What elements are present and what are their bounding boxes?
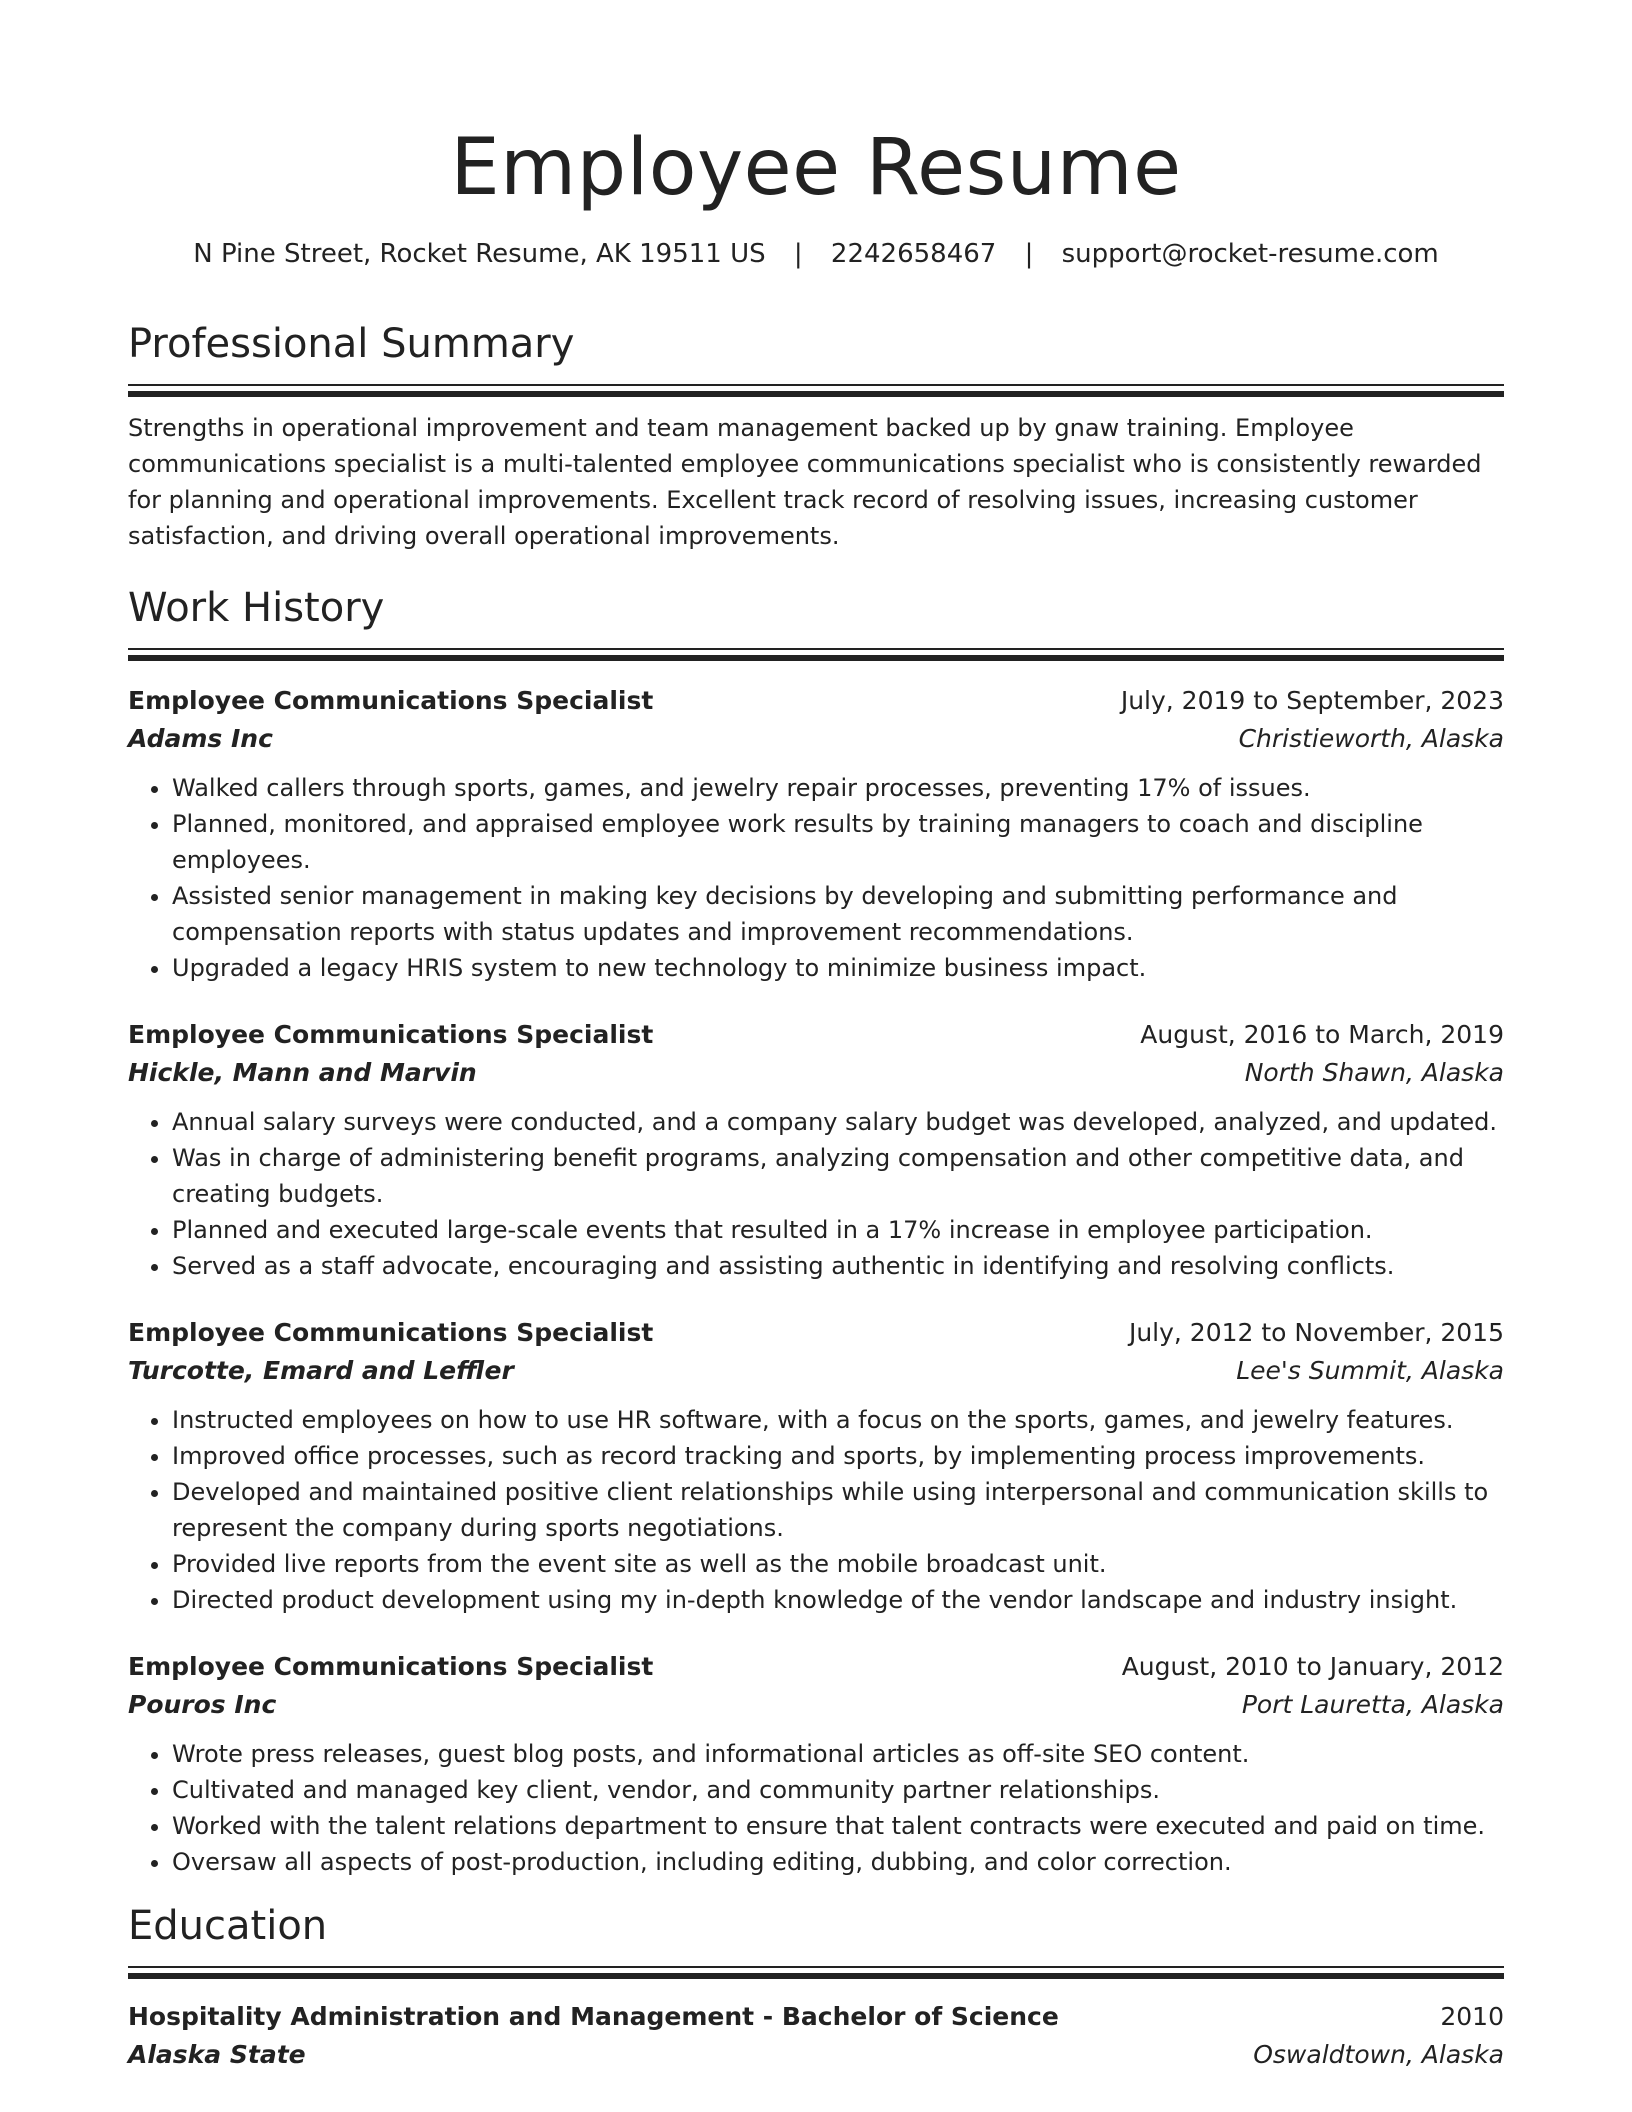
education-school-row (128, 2036, 1504, 2074)
job-entry (128, 1314, 1504, 1618)
job-title: Employee Communications Specialist (128, 1318, 654, 1347)
job-bullet: • Directed product development using my in-depth knowledge of the vendor landscape and industry insight. (172, 1582, 1504, 1618)
job-entry (128, 1016, 1504, 1284)
section-divider (128, 384, 1504, 396)
job-header-row (128, 1648, 1504, 1686)
job-header-row (128, 1314, 1504, 1352)
contact-address: N Pine Street, Rocket Resume, AK 19511 US (193, 239, 766, 269)
section-title-summary: Professional Summary (128, 321, 575, 367)
job-company-row (128, 1686, 1504, 1724)
contact-line (128, 234, 1504, 274)
section-title-work-history: Work History (128, 585, 385, 631)
section-divider (128, 648, 1504, 660)
job-header-row (128, 682, 1504, 720)
job-header-row (128, 1016, 1504, 1054)
education-school: Alaska State (128, 2040, 306, 2069)
section-divider (128, 1966, 1504, 1978)
work-history-section (128, 582, 1504, 1880)
job-company-row (128, 1054, 1504, 1092)
education-section (128, 1900, 1504, 2074)
job-entry (128, 1648, 1504, 1880)
job-bullet: • Planned and executed large-scale events that resulted in a 17% increase in employee participation. (172, 1212, 1504, 1248)
education-entry (128, 1998, 1504, 2074)
job-bullet: • Oversaw all aspects of post-production, including editing, dubbing, and color correction. (172, 1844, 1504, 1880)
job-bullet: • Instructed employees on how to use HR software, with a focus on the sports, games, and jewelry features. (172, 1402, 1504, 1438)
job-company: Turcotte, Emard and Leffler (128, 1356, 514, 1385)
education-degree: Hospitality Administration and Management - Bachelor of Science (128, 2002, 1059, 2031)
summary-section (128, 318, 1504, 554)
resume-name: Employee Resume (450, 123, 1182, 213)
contact-phone: 2242658467 (830, 239, 997, 269)
job-bullet: • Upgraded a legacy HRIS system to new technology to minimize business impact. (172, 950, 1504, 986)
job-title: Employee Communications Specialist (128, 686, 654, 715)
job-title: Employee Communications Specialist (128, 1020, 654, 1049)
job-bullets (128, 1736, 1504, 1880)
job-company-row (128, 720, 1504, 758)
job-bullet: • Wrote press releases, guest blog posts, and informational articles as off-site SEO content. (172, 1736, 1504, 1772)
job-bullets (128, 1104, 1504, 1284)
section-title-education: Education (128, 1903, 328, 1949)
job-bullet: • Assisted senior management in making key decisions by developing and submitting performance and compensation reports with status updates and improvement recommendations. (172, 878, 1504, 950)
education-year: 2010 (1440, 2002, 1504, 2031)
job-location: Port Lauretta, Alaska (1241, 1690, 1504, 1719)
job-bullet: • Provided live reports from the event site as well as the mobile broadcast unit. (172, 1546, 1504, 1582)
job-bullets (128, 1402, 1504, 1618)
job-company-row (128, 1352, 1504, 1390)
contact-email: support@rocket-resume.com (1061, 239, 1439, 269)
job-bullet: • Was in charge of administering benefit programs, analyzing compensation and other competitive data, and creating budgets. (172, 1140, 1504, 1212)
job-bullet: • Worked with the talent relations department to ensure that talent contracts were executed and paid on time. (172, 1808, 1504, 1844)
job-bullet: • Cultivated and managed key client, vendor, and community partner relationships. (172, 1772, 1504, 1808)
education-location: Oswaldtown, Alaska (1253, 2040, 1504, 2069)
summary-text: Strengths in operational improvement and team management backed up by gnaw training. Employee communications specialist is a multi-talented employee communications specialist who is consistently rewarded for planning and operational improvements. Excellent track record of resolving issues, increasing customer satisfaction, and driving overall operational improvements. (128, 414, 1482, 550)
job-title: Employee Communications Specialist (128, 1652, 654, 1681)
job-location: Christieworth, Alaska (1238, 724, 1504, 753)
education-header-row (128, 1998, 1504, 2036)
job-bullet: • Improved office processes, such as record tracking and sports, by implementing process improvements. (172, 1438, 1504, 1474)
contact-separator: | (1024, 239, 1034, 269)
job-bullet: • Walked callers through sports, games, and jewelry repair processes, preventing 17% of issues. (172, 770, 1504, 806)
job-company: Adams Inc (128, 724, 273, 753)
job-company: Hickle, Mann and Marvin (128, 1058, 477, 1087)
job-location: North Shawn, Alaska (1244, 1058, 1504, 1087)
job-bullets (128, 770, 1504, 986)
job-dates: August, 2016 to March, 2019 (1140, 1020, 1504, 1049)
job-bullet: • Served as a staff advocate, encouraging and assisting authentic in identifying and resolving conflicts. (172, 1248, 1504, 1284)
job-company: Pouros Inc (128, 1690, 277, 1719)
job-bullet: • Developed and maintained positive client relationships while using interpersonal and communication skills to represent the company during sports negotiations. (172, 1474, 1504, 1546)
job-dates: July, 2012 to November, 2015 (1128, 1318, 1504, 1347)
job-location: Lee's Summit, Alaska (1236, 1356, 1504, 1385)
job-bullet: • Planned, monitored, and appraised employee work results by training managers to coach and discipline employees. (172, 806, 1504, 878)
job-bullet: • Annual salary surveys were conducted, and a company salary budget was developed, analyzed, and updated. (172, 1104, 1504, 1140)
contact-separator: | (793, 239, 803, 269)
job-entry (128, 682, 1504, 986)
job-dates: August, 2010 to January, 2012 (1121, 1652, 1504, 1681)
job-dates: July, 2019 to September, 2023 (1120, 686, 1504, 715)
